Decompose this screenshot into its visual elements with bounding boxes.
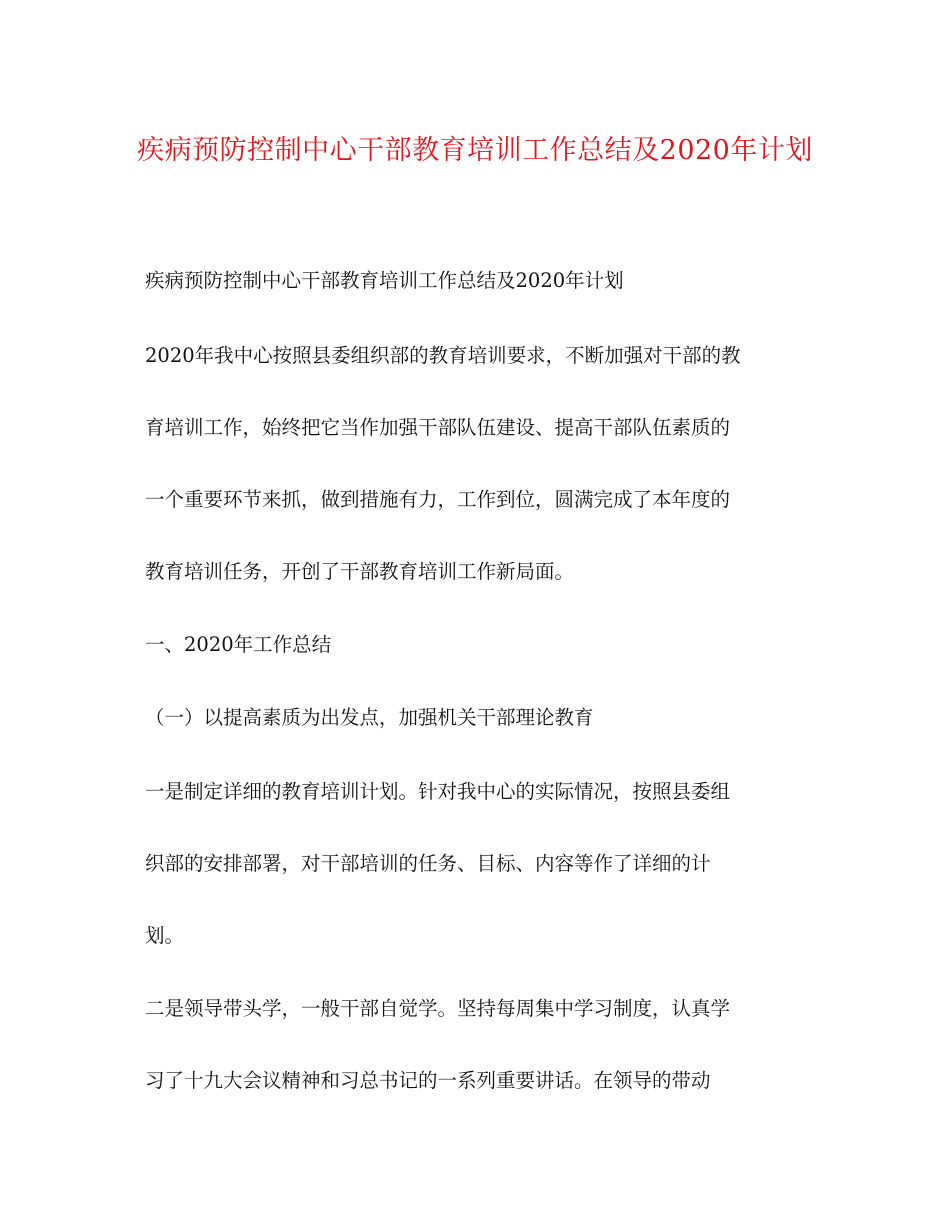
- paragraph-line: 育培训工作，始终把它当作加强干部队伍建设、提高干部队伍素质的: [145, 416, 731, 439]
- paragraph-line: 划。: [145, 924, 185, 947]
- paragraph-line: 习了十九大会议精神和习总书记的一系列重要讲话。在领导的带动: [145, 1069, 711, 1092]
- document-title: 疾病预防控制中心干部教育培训工作总结及2020年计划: [137, 135, 813, 166]
- paragraph-line: 2020年我中心按照县委组织部的教育培训要求，不断加强对干部的教: [145, 344, 741, 367]
- paragraph-line: 织部的安排部署，对干部培训的任务、目标、内容等作了详细的计: [145, 852, 711, 875]
- section-heading: 一、2020年工作总结: [145, 633, 332, 656]
- paragraph-line: 二是领导带头学，一般干部自觉学。坚持每周集中学习制度，认真学: [145, 997, 731, 1020]
- subsection-heading: （一）以提高素质为出发点，加强机关干部理论教育: [145, 706, 594, 729]
- subtitle-line: 疾病预防控制中心干部教育培训工作总结及2020年计划: [145, 269, 624, 292]
- paragraph-line: 一是制定详细的教育培训计划。针对我中心的实际情况，按照县委组: [145, 780, 731, 803]
- paragraph-line: 一个重要环节来抓，做到措施有力，工作到位，圆满完成了本年度的: [145, 488, 731, 511]
- paragraph-line: 教育培训任务，开创了干部教育培训工作新局面。: [145, 560, 575, 583]
